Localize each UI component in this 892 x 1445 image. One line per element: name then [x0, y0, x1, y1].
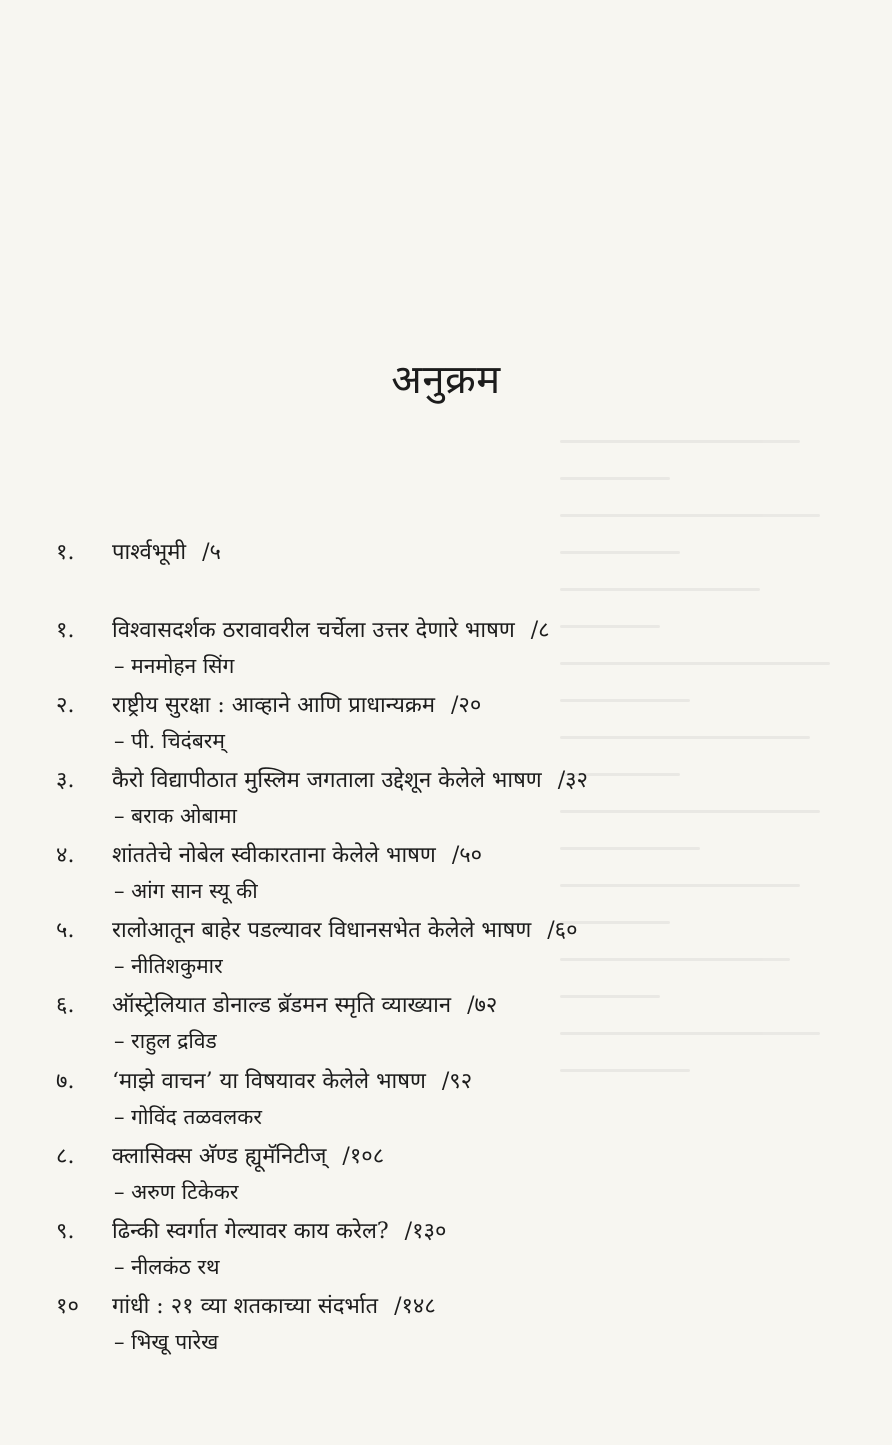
toc-entry	[56, 913, 846, 978]
toc-entry	[56, 1214, 846, 1279]
toc-page-number: /७२	[467, 993, 498, 1018]
toc-title-text: राष्ट्रीय सुरक्षा : आव्हाने आणि प्राधान्यक्रम	[112, 693, 435, 718]
page-title: अनुक्रम	[391, 357, 501, 403]
toc-author: – अरुण टिकेकर	[114, 1180, 239, 1204]
toc-number: १०	[56, 1294, 79, 1319]
toc-title	[112, 688, 481, 724]
toc-number: १.	[56, 540, 75, 565]
toc-number: ३.	[56, 768, 75, 793]
toc-author: – बराक ओबामा	[114, 804, 237, 828]
toc-entry	[56, 1064, 846, 1129]
toc-author: – पी. चिदंबरम्	[114, 729, 225, 753]
toc-title	[112, 613, 550, 649]
toc-entry	[56, 688, 846, 753]
toc-title-text: क्लासिक्स अ‍ॅण्ड ह्यूमॅनिटीज्	[112, 1144, 327, 1169]
toc-title-text: ‘माझे वाचन’ या विषयावर केलेले भाषण	[112, 1069, 426, 1094]
toc-title-text: ढिन्की स्वर्गात गेल्यावर काय करेल?	[112, 1219, 389, 1244]
toc-author: – आंग सान स्यू की	[114, 879, 258, 903]
toc-title-text: विश्वासदर्शक ठरावावरील चर्चेला उत्तर देणारे भाषण	[112, 618, 515, 643]
toc-number: ८.	[56, 1144, 75, 1169]
toc-title	[112, 1289, 436, 1325]
toc-page-number: /६०	[547, 918, 578, 943]
toc-number: ५.	[56, 918, 75, 943]
toc-entry	[56, 988, 846, 1053]
toc-title-text: रालोआतून बाहेर पडल्यावर विधानसभेत केलेले भाषण	[112, 918, 532, 943]
toc-title	[112, 838, 482, 874]
toc-number: ९.	[56, 1219, 75, 1244]
toc-page-number: /९२	[441, 1069, 473, 1094]
toc-title-text: कैरो विद्यापीठात मुस्लिम जगताला उद्देशून केलेले भाषण	[112, 768, 542, 793]
toc-author: – राहुल द्रविड	[114, 1029, 217, 1053]
toc-number: ६.	[56, 993, 75, 1018]
toc-entry	[56, 613, 846, 678]
toc-page-number: /८	[530, 618, 550, 643]
toc-title-text: पार्श्वभूमी	[112, 540, 187, 565]
toc-title-text: गांधी : २१ व्या शतकाच्या संदर्भात	[112, 1294, 379, 1319]
toc-entry	[56, 763, 846, 828]
toc-page-number: /३२	[557, 768, 588, 793]
toc-author: – नीलकंठ रथ	[114, 1255, 220, 1279]
toc-page-number: /१४८	[394, 1294, 436, 1319]
toc-title-text: ऑस्ट्रेलियात डोनाल्ड ब्रॅडमन स्मृति व्याख्यान	[112, 993, 452, 1018]
toc-title	[112, 1214, 446, 1250]
toc-number: १.	[56, 618, 75, 643]
toc-author: – भिखू पारेख	[114, 1330, 219, 1354]
toc-page-number: /२०	[451, 693, 482, 718]
toc-title	[112, 1139, 384, 1175]
toc-title	[112, 1064, 472, 1100]
toc-entry	[56, 838, 846, 903]
toc-entry	[56, 1289, 846, 1354]
toc-title	[112, 763, 588, 799]
toc-page-number: /५	[202, 540, 221, 565]
toc-title	[112, 913, 578, 949]
toc-number: ४.	[56, 843, 75, 868]
toc-entry	[56, 1139, 846, 1204]
toc-number: ७.	[56, 1069, 75, 1094]
toc-title-text: शांततेचे नोबेल स्वीकारताना केलेले भाषण	[112, 843, 436, 868]
toc-title	[112, 535, 221, 571]
toc-intro-row	[56, 535, 846, 571]
toc-page-number: /१३०	[404, 1219, 447, 1244]
toc-page-number: /१०८	[342, 1144, 385, 1169]
toc-title	[112, 988, 497, 1024]
toc-author: – नीतिशकुमार	[114, 954, 223, 978]
toc-page-number: /५०	[451, 843, 483, 868]
toc-author: – गोविंद तळवलकर	[114, 1105, 262, 1129]
toc-author: – मनमोहन सिंग	[114, 654, 235, 678]
toc-number: २.	[56, 693, 75, 718]
